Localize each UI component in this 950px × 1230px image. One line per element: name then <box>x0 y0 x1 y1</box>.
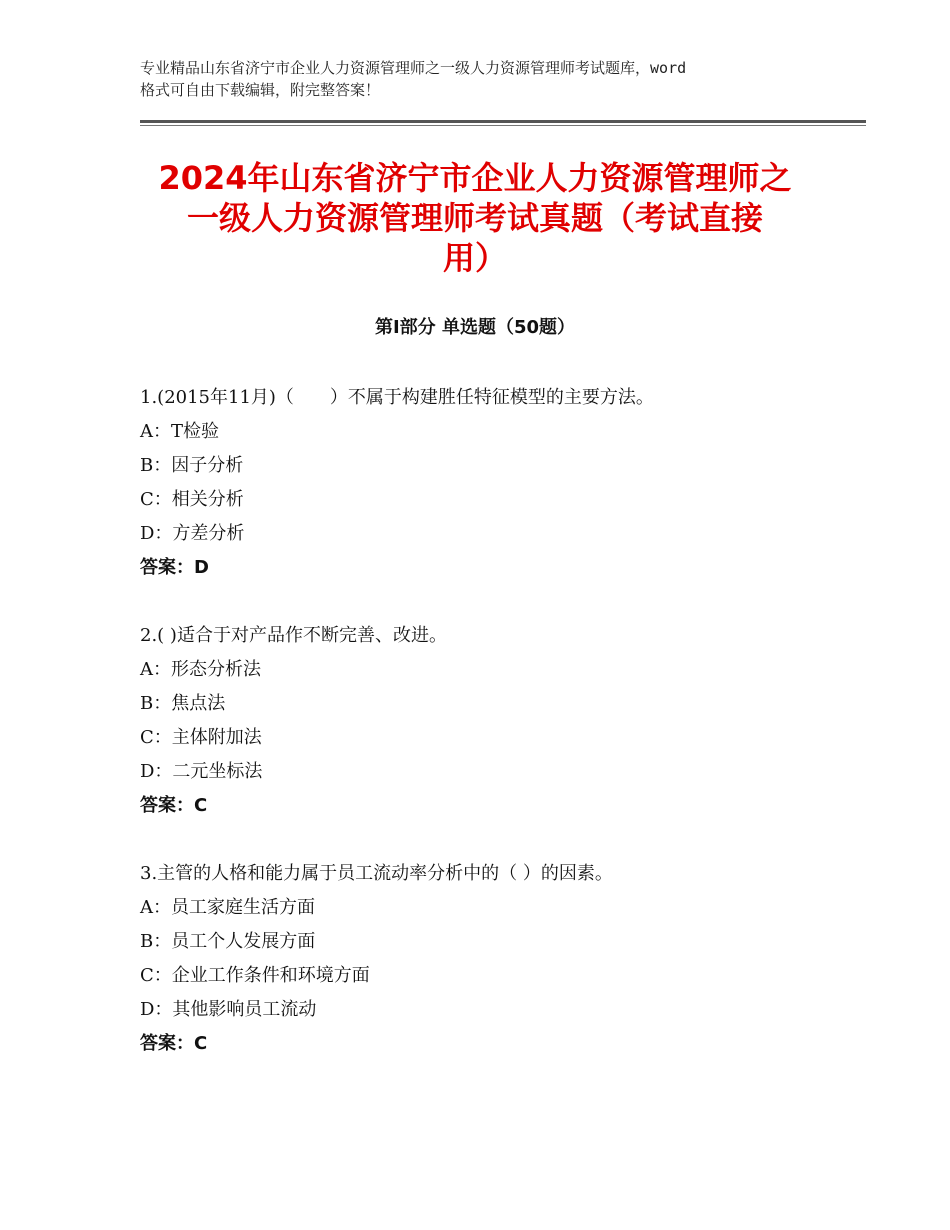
option-b: B：因子分析 <box>140 455 244 476</box>
header-divider-thick <box>140 120 866 123</box>
option-b: B：员工个人发展方面 <box>140 931 316 952</box>
answer-label: 答案：D <box>140 557 209 578</box>
option-d: D：方差分析 <box>140 523 245 544</box>
option-b: B：焦点法 <box>140 693 226 714</box>
header-divider-thin <box>140 125 866 126</box>
document-title-line-1: 2024年山东省济宁市企业人力资源管理师之 <box>158 159 792 197</box>
option-c: C：企业工作条件和环境方面 <box>140 965 370 986</box>
question-stem: 1.(2015年11月)（ ）不属于构建胜任特征模型的主要方法。 <box>140 387 654 408</box>
answer-label: 答案：C <box>140 795 208 816</box>
header-note-line-1: 专业精品山东省济宁市企业人力资源管理师之一级人力资源管理师考试题库，word <box>140 59 687 77</box>
option-d: D：其他影响员工流动 <box>140 999 317 1020</box>
option-a: A：T检验 <box>140 421 220 442</box>
option-a: A：员工家庭生活方面 <box>140 897 315 918</box>
question-stem: 3.主管的人格和能力属于员工流动率分析中的（ ）的因素。 <box>140 863 613 884</box>
header-note <box>140 57 840 101</box>
question-item <box>140 619 840 823</box>
document-title <box>120 158 830 278</box>
section-heading: 第Ⅰ部分 单选题（50题） <box>374 317 575 338</box>
answer-label: 答案：C <box>140 1033 208 1054</box>
option-c: C：主体附加法 <box>140 727 262 748</box>
option-c: C：相关分析 <box>140 489 244 510</box>
question-list <box>140 381 840 1095</box>
option-d: D：二元坐标法 <box>140 761 263 782</box>
document-title-line-3: 用） <box>442 239 507 277</box>
question-item <box>140 857 840 1061</box>
option-a: A：形态分析法 <box>140 659 261 680</box>
question-stem: 2.( )适合于对产品作不断完善、改进。 <box>140 625 447 646</box>
question-item <box>140 381 840 585</box>
document-title-line-2: 一级人力资源管理师考试真题（考试直接 <box>186 199 763 237</box>
header-note-line-2: 格式可自由下载编辑，附完整答案！ <box>140 81 381 99</box>
